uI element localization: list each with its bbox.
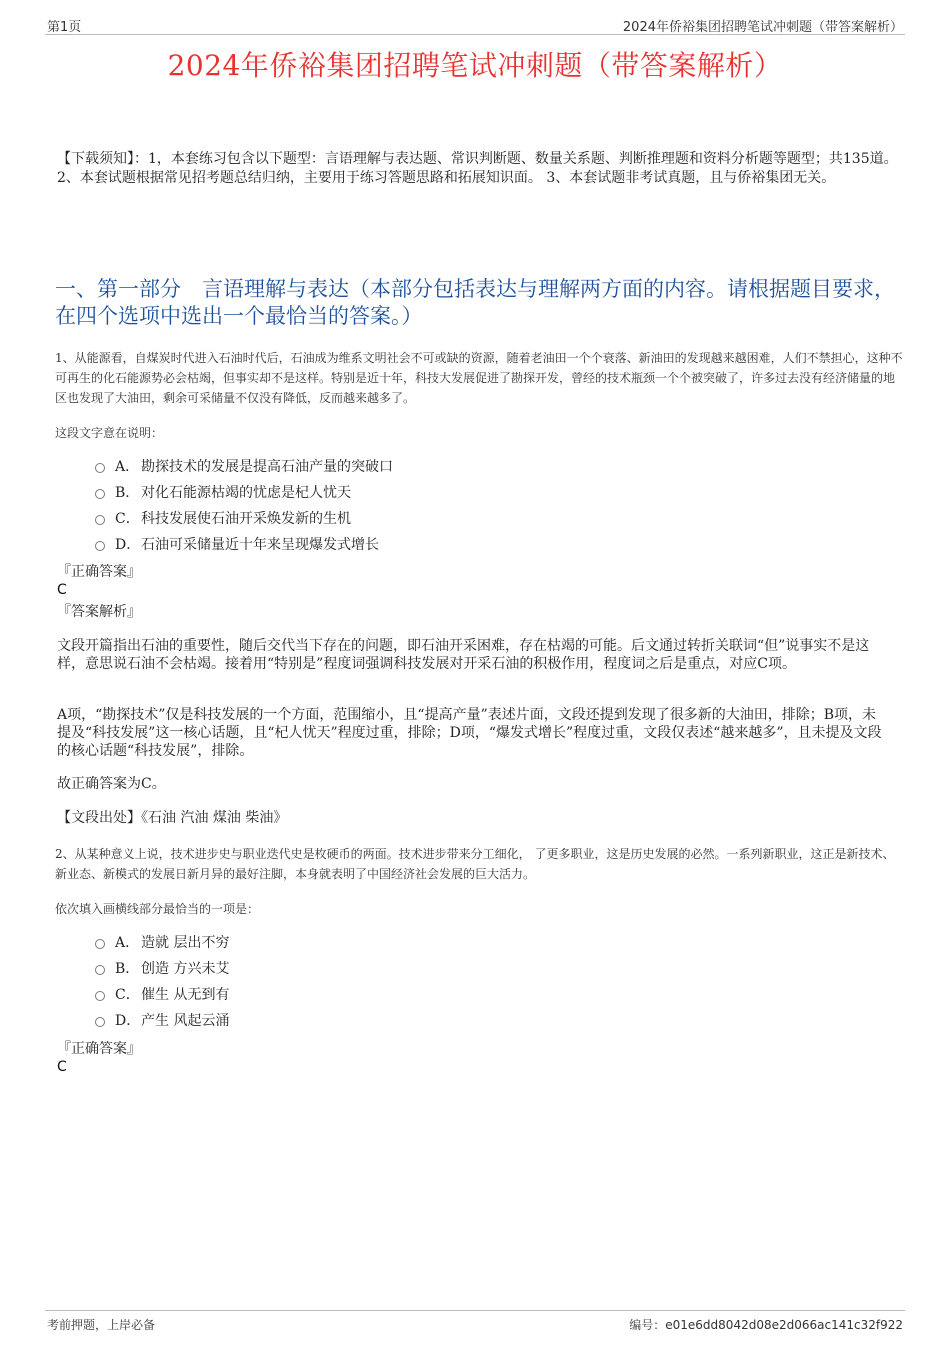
question-1-option-a[interactable]: A． 勘探技术的发展是提高石油产量的突破口	[95, 453, 795, 479]
radio-icon[interactable]	[95, 939, 105, 949]
question-1-options	[95, 453, 795, 557]
question-2-prompt: 依次填入画横线部分最恰当的一项是：	[55, 902, 260, 916]
radio-icon[interactable]	[95, 515, 105, 525]
question-2-option-a[interactable]: A． 造就 层出不穷	[95, 929, 795, 955]
question-1-option-d[interactable]: D． 石油可采储量近十年来呈现爆发式增长	[95, 531, 795, 557]
question-1-prompt: 这段文字意在说明：	[55, 426, 164, 440]
radio-icon[interactable]	[95, 1017, 105, 1027]
radio-icon[interactable]	[95, 463, 105, 473]
question-1-conclusion: 故正确答案为C。	[57, 776, 166, 792]
question-1-text: 1、从能源看，自煤炭时代进入石油时代后，石油成为维系文明社会不可或缺的资源，随着老油田一个个衰落、新油田的发现越来越困难，人们不禁担心，这种不可再生的化石能源势必会枯竭，但事实却不是这样。特别是近十年，科技大发展促进了勘探开发，曾经的技术瓶颈一个个被突破了，许多过去没有经济储量的地区也发现了大油田，剩余可采储量不仅没有降低，反而越来越多了。	[55, 351, 903, 405]
document-title: 2024年侨裕集团招聘笔试冲刺题（带答案解析）	[167, 49, 783, 82]
question-1-option-b[interactable]: B． 对化石能源枯竭的忧虑是杞人忧天	[95, 479, 795, 505]
section-title: 一、第一部分 言语理解与表达（本部分包括表达与理解两方面的内容。请根据题目要求，在四个选项中选出一个最恰当的答案。）	[55, 277, 895, 328]
question-1-analysis-label: 『答案解析』	[57, 604, 141, 620]
question-1-option-c[interactable]: C． 科技发展使石油开采焕发新的生机	[95, 505, 795, 531]
download-notice: 【下载须知】：1，本套练习包含以下题型：言语理解与表达题、常识判断题、数量关系题、判断推理题和资料分析题等题型；共135道。 2、本套试题根据常见招考题总结归纳，主要用于练习答题思路和拓展知识面。 3、本套试题非考试真题，且与侨裕集团无关。	[57, 151, 898, 186]
radio-icon[interactable]	[95, 489, 105, 499]
question-2-option-b[interactable]: B． 创造 方兴未艾	[95, 955, 795, 981]
header-doc-title: 2024年侨裕集团招聘笔试冲刺题（带答案解析）	[622, 20, 903, 35]
question-2-options	[95, 929, 795, 1033]
page-footer	[45, 1310, 905, 1331]
page-header	[45, 14, 905, 35]
question-1-analysis-paragraph-2: A项，“勘探技术”仅是科技发展的一个方面，范围缩小，且“提高产量”表述片面，文段还提到发现了很多新的大油田，排除；B项，未提及“科技发展”这一核心话题，且“杞人忧天”程度过重，排除；D项，“爆发式增长”程度过重，文段仅表述“越来越多”，且未提及文段的核心话题“科技发展”，排除。	[57, 707, 882, 759]
question-2-option-c[interactable]: C． 催生 从无到有	[95, 981, 795, 1007]
radio-icon[interactable]	[95, 541, 105, 551]
footer-code: 编号：e01e6dd8042d08e2d066ac141c32f922	[629, 1318, 903, 1332]
radio-icon[interactable]	[95, 965, 105, 975]
radio-icon[interactable]	[95, 991, 105, 1001]
question-1-analysis-paragraph-1: 文段开篇指出石油的重要性，随后交代当下存在的问题，即石油开采困难，存在枯竭的可能。后文通过转折关联词“但”说事实不是这样，意思说石油不会枯竭。接着用“特别是”程度词强调科技发展对开采石油的积极作用，程度词之后是重点，对应C项。	[57, 638, 870, 672]
question-1-source: 【文段出处】《石油 汽油 煤油 柴油》	[57, 810, 288, 826]
question-2-answer-label: 『正确答案』	[57, 1041, 141, 1057]
question-2-text: 2、从某种意义上说，技术进步史与职业迭代史是枚硬币的两面。技术进步带来分工细化， 了更多职业，这是历史发展的必然。一系列新职业，这正是新技术、新业态、新模式的发展日新月异的最好注脚，本身就表明了中国经济社会发展的巨大活力。	[55, 847, 895, 881]
question-2-answer: C	[57, 1059, 67, 1075]
question-1-answer: C	[57, 582, 67, 598]
question-2-option-d[interactable]: D． 产生 风起云涌	[95, 1007, 795, 1033]
page-number: 第1页	[47, 20, 82, 35]
question-1-answer-label: 『正确答案』	[57, 564, 141, 580]
footer-slogan: 考前押题，上岸必备	[47, 1318, 156, 1332]
